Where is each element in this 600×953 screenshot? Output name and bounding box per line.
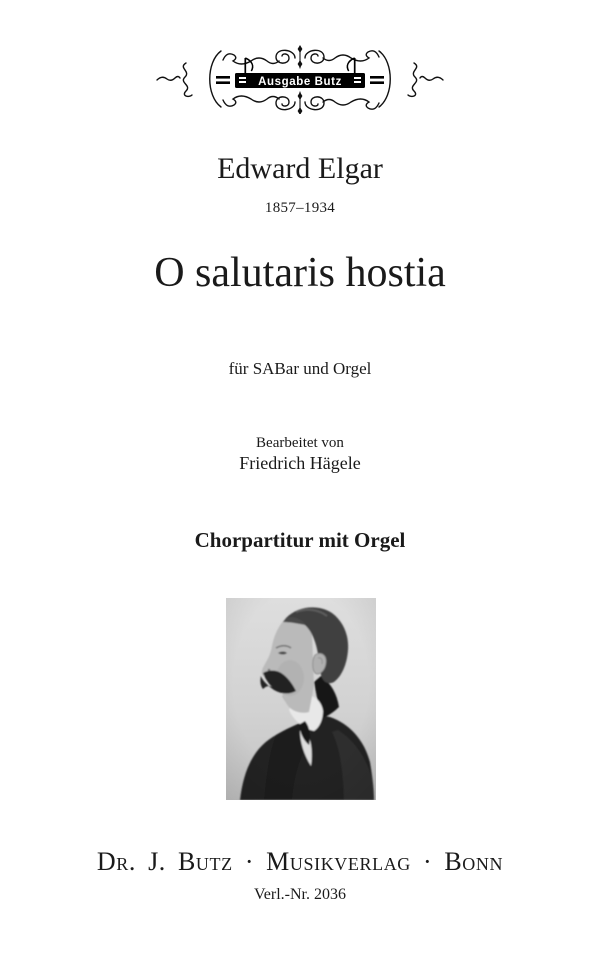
work-title: O salutaris hostia [154, 250, 446, 296]
left-arc [210, 51, 221, 107]
left-squiggle [183, 63, 192, 96]
work-scoring: für SABar und Orgel [228, 359, 372, 378]
elgar-portrait-photo [226, 598, 376, 800]
right-squiggle [408, 63, 417, 96]
composer-name: Edward Elgar [217, 152, 383, 185]
right-arc [379, 51, 390, 107]
ausgabe-butz-logo [155, 42, 445, 114]
logo-banner-text: Ausgabe Butz [258, 75, 342, 88]
arranger-label: Bearbeitet von [256, 435, 344, 451]
publisher-imprint: Dr. J. Butz · Musikverlag · Bonn [96, 847, 504, 876]
logo-banner [235, 73, 365, 88]
edition-label: Chorpartitur mit Orgel [194, 528, 406, 552]
scroll-ornament-top [223, 45, 379, 68]
portrait-graphic [226, 598, 376, 800]
publisher-number: Verl.-Nr. 2036 [254, 886, 346, 903]
right-flourish [420, 77, 443, 81]
arranger-name: Friedrich Hägele [239, 453, 361, 473]
logo-ornament-graphic [155, 42, 445, 114]
scroll-ornament-bottom [223, 92, 379, 114]
composer-dates: 1857–1934 [264, 200, 336, 216]
left-flourish [157, 77, 180, 81]
